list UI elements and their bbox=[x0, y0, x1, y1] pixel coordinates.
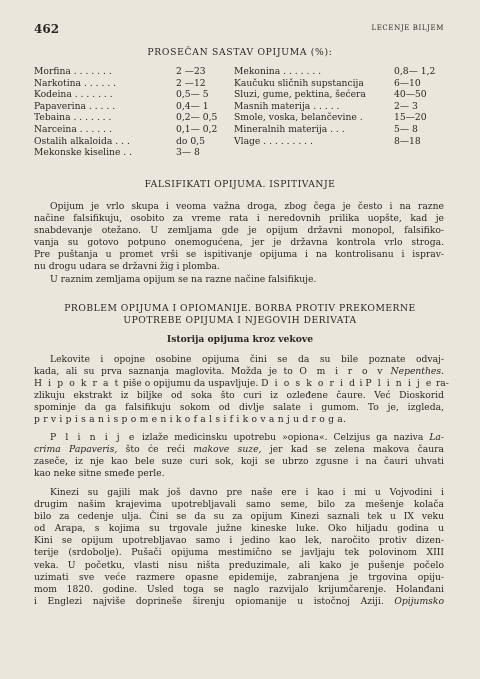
text-line: p r v i p i s a n i s p o m e n i k o f a l s i f i k o v a n j u d r o g a. bbox=[34, 414, 347, 426]
component-name: Masnih materija . . . . . bbox=[234, 100, 340, 112]
text-line bbox=[34, 378, 449, 390]
text-run: piše o opijumu da uspavljuje. bbox=[119, 378, 262, 390]
spaced-name: P l i n i j e bbox=[365, 378, 433, 390]
text-run: i bbox=[356, 378, 366, 390]
text-line: Kinezi su gajili mak još davno pre naše ere i kao i mi u Vojvodini i bbox=[50, 487, 444, 498]
subheading-istorija: Istorija opijuma kroz vekove bbox=[166, 334, 314, 345]
composition-row bbox=[234, 124, 446, 136]
composition-row bbox=[234, 89, 446, 101]
composition-row bbox=[34, 124, 224, 136]
section-heading-problem-line2: UPOTREBE OPIJUMA I NJEGOVIH DERIVATA bbox=[123, 315, 357, 326]
component-value: 6—10 bbox=[394, 77, 421, 89]
composition-row bbox=[234, 136, 446, 148]
component-value: 2— 3 bbox=[394, 100, 418, 112]
component-name: Mekonina . . . . . . . bbox=[234, 66, 322, 77]
text-run: i Englezi najviše doprineše širenju opiomanije u istočnoj Aziji. bbox=[34, 595, 395, 607]
composition-right-column bbox=[234, 66, 446, 147]
component-name: Narceina . . . . . . bbox=[34, 123, 112, 135]
text-line: mom 1820. godine. Usled toga se naglo razvijalo krijumčarenje. Holanđani bbox=[34, 583, 444, 595]
text-line bbox=[34, 432, 444, 444]
text-line: terije (srdobolje). Pušači opijuma mestimično se javljaju tek polovinom XIII bbox=[34, 547, 444, 559]
text-run: izlaže medicinsku upotrebu »opiona«. Celzijus ga naziva bbox=[135, 432, 430, 443]
text-line: Kini se opijum upotrebljavao samo i jedino kao lek, naročito protiv dizen- bbox=[34, 535, 444, 547]
component-value: 0,1— 0,2 bbox=[176, 123, 218, 135]
text-line: U raznim zemljama opijum se na razne načine falsifikuje. bbox=[50, 274, 317, 285]
composition-row bbox=[34, 136, 224, 148]
composition-row bbox=[34, 112, 224, 124]
text-line: načine falsifikuju, osobito za vreme rata i neredovnih prilika uopšte, kad je bbox=[34, 213, 444, 225]
composition-row bbox=[34, 66, 224, 78]
text-line: bilo za cedenje ulja. Čini se da su za opijum Kinezi saznali tek u IX veku bbox=[34, 511, 444, 523]
component-value: 2 —12 bbox=[176, 77, 206, 89]
text-line: spominje da ga falsifikuju sokom od divlje salate i gumom. To je, izgleda, bbox=[34, 402, 444, 414]
paragraph-falsifikati bbox=[34, 201, 444, 274]
text-run: ra- bbox=[432, 378, 449, 390]
component-name: Mekonske kiseline . . bbox=[34, 147, 133, 159]
component-value: 2 —23 bbox=[176, 66, 206, 77]
composition-row bbox=[234, 78, 446, 90]
text-line: kao neke sitne smeđe perle. bbox=[34, 468, 165, 480]
component-value: do 0,5 bbox=[176, 135, 205, 147]
component-name: Vlage . . . . . . . . . bbox=[234, 135, 313, 147]
spaced-name: P l i n i j e bbox=[50, 432, 136, 443]
component-name: Ostalih alkaloida . . . bbox=[34, 135, 130, 147]
component-value: 0,2— 0,5 bbox=[176, 112, 218, 124]
text-line: od Arapa, s kojima su trgovale južne kineske luke. Oko hiljadu godina u bbox=[34, 523, 444, 535]
italic-term: crima Papaveris, bbox=[34, 444, 118, 456]
text-line bbox=[34, 444, 444, 456]
component-value: 0,5— 5 bbox=[176, 89, 209, 101]
spaced-name: D i o s k o r i d bbox=[261, 378, 357, 390]
component-value: 8—18 bbox=[394, 135, 421, 147]
component-name: Kaučuku sličnih supstancija bbox=[234, 77, 364, 89]
component-value: 40—50 bbox=[394, 89, 427, 101]
spaced-name: O m i r o v bbox=[299, 366, 385, 378]
section-heading-problem-line1: PROBLEM OPIJUMA I OPIOMANIJE. BORBA PROTIV PREKOMERNE bbox=[64, 303, 416, 314]
page-number: 462 bbox=[34, 22, 60, 36]
composition-row bbox=[34, 89, 224, 101]
text-line: uzimati sve veće razmere opasne epidemije, zabranjena je trgovina opiju- bbox=[34, 571, 444, 583]
component-name: Mineralnih materija . . . bbox=[234, 123, 345, 135]
spaced-name: H i p o k r a t bbox=[34, 378, 120, 390]
composition-title: PROSEČAN SASTAV OPIJUMA (%): bbox=[147, 47, 333, 58]
component-value: 3— 8 bbox=[176, 147, 200, 159]
composition-row bbox=[234, 66, 446, 78]
component-value: 5— 8 bbox=[394, 123, 418, 135]
text-line: zlikuju ekstrakt iz biljke od soka što curi iz ozleđene čaure. Već Dioskorid bbox=[34, 390, 444, 402]
running-title: LECENJE BILJEM bbox=[371, 24, 444, 32]
text-line bbox=[34, 366, 444, 378]
component-name: Sluzi, gume, pektina, šećera bbox=[234, 89, 366, 101]
component-name: Kodeina . . . . . . . bbox=[34, 89, 113, 101]
italic-term: makove suze, bbox=[193, 444, 262, 456]
text-line: Pre puštanja u promet vrši se ispitivanje opijuma i na kontrolisanu i isprav- bbox=[34, 249, 444, 261]
text-line: snabdevanje otežano. U zemljama gde je opijum državni monopol, falsifiko- bbox=[34, 225, 444, 237]
composition-row bbox=[34, 78, 224, 90]
text-line: vanja su gotovo potpuno onemogućena, jer je državna kontrola vrlo stroga. bbox=[34, 237, 444, 249]
composition-left-column bbox=[34, 66, 224, 159]
component-name: Morfina . . . . . . . bbox=[34, 66, 112, 77]
text-line: Opijum je vrlo skupa i veoma važna droga, zbog čega je često i na razne bbox=[50, 201, 444, 212]
text-run: kada, ali su prva saznanja maglovita. Možda je to bbox=[34, 366, 300, 378]
text-line: Lekovite i opojne osobine opijuma čini se da su bile poznate odvaj- bbox=[50, 354, 444, 365]
component-name: Tebaina . . . . . . . bbox=[34, 112, 112, 124]
text-line: drugim našim krajevima upotrebljavali samo seme, bilo za mešenje kolača bbox=[34, 499, 444, 511]
paragraph-plinije bbox=[34, 432, 444, 480]
component-value: 0,8— 1,2 bbox=[394, 66, 436, 77]
component-value: 0,4— 1 bbox=[176, 100, 209, 112]
italic-term: La- bbox=[429, 432, 444, 443]
text-run: jer kad se zelena makova čaura bbox=[261, 444, 444, 456]
text-run: što će reći bbox=[117, 444, 194, 456]
paragraph-lekovite bbox=[34, 354, 449, 427]
paragraph-kinezi bbox=[34, 487, 444, 608]
composition-row bbox=[234, 101, 446, 113]
paragraph-falsifikuje bbox=[34, 274, 444, 286]
page-header bbox=[34, 22, 444, 36]
component-value: 15—20 bbox=[394, 112, 427, 124]
composition-row bbox=[234, 112, 446, 124]
text-line: zaseče, iz nje kao bele suze curi sok, koji se ubrzo zgusne i na čauri uhvati bbox=[34, 456, 444, 468]
composition-row bbox=[34, 101, 224, 113]
composition-row bbox=[34, 147, 224, 159]
text-line bbox=[34, 596, 444, 608]
component-name: Smole, voska, belančevine . bbox=[234, 112, 363, 124]
text-line: nu drogu udara se državni žig i plomba. bbox=[34, 261, 220, 273]
italic-term: Nepenthes. bbox=[390, 366, 444, 378]
section-heading-falsifikati: FALSIFIKATI OPIJUMA. ISPITIVANJE bbox=[144, 179, 336, 190]
component-name: Narkotina . . . . . . bbox=[34, 77, 117, 89]
italic-term: Opijumsko bbox=[394, 595, 444, 607]
component-name: Papaverina . . . . . bbox=[34, 100, 116, 112]
text-line: veka. U početku, vlasti nisu ništa preduzimale, ali kako je pušenje počelo bbox=[34, 559, 444, 571]
